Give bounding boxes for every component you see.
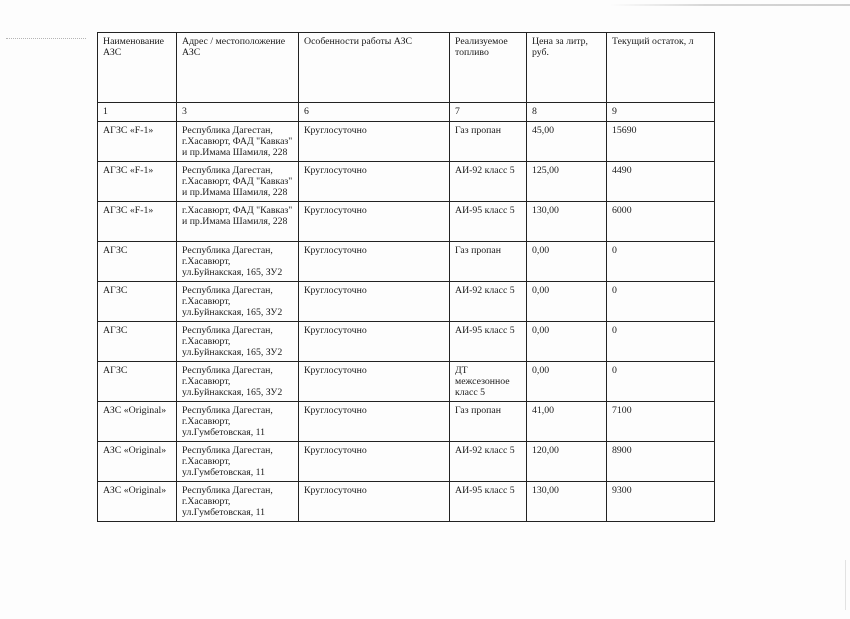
cell-stock: 6000 <box>607 202 715 242</box>
cell-station-name: АГЗС «F-1» <box>98 122 177 162</box>
table-row <box>98 282 715 322</box>
header-address: Адрес / местоположение АЗС <box>177 33 299 103</box>
column-number: 1 <box>98 103 177 122</box>
cell-station-name: АЗС «Original» <box>98 442 177 482</box>
cell-price: 120,00 <box>527 442 607 482</box>
cell-address: Республика Дагестан, г.Хасавюрт, ул.Гумбетовская, 11 <box>177 442 299 482</box>
cell-stock: 7100 <box>607 402 715 442</box>
cell-station-name: АГЗС «F-1» <box>98 162 177 202</box>
cell-station-name: АГЗС <box>98 322 177 362</box>
cell-station-name: АГЗС <box>98 242 177 282</box>
cell-price: 45,00 <box>527 122 607 162</box>
table-row <box>98 362 715 402</box>
gas-stations-table <box>97 32 715 522</box>
cell-stock: 0 <box>607 242 715 282</box>
cell-working-hours: Круглосуточно <box>299 242 450 282</box>
cell-address: Республика Дагестан, г.Хасавюрт, ул.Гумбетовская, 11 <box>177 482 299 522</box>
cell-price: 0,00 <box>527 322 607 362</box>
cell-fuel-type: ДТ межсезонное класс 5 <box>450 362 527 402</box>
column-number: 6 <box>299 103 450 122</box>
cell-price: 130,00 <box>527 202 607 242</box>
column-number: 9 <box>607 103 715 122</box>
table-row <box>98 242 715 282</box>
header-current-stock: Текущий остаток, л <box>607 33 715 103</box>
cell-address: Республика Дагестан, г.Хасавюрт, ул.Буйнакская, 165, ЗУ2 <box>177 242 299 282</box>
cell-address: Республика Дагестан, г.Хасавюрт, ул.Буйнакская, 165, ЗУ2 <box>177 282 299 322</box>
cell-working-hours: Круглосуточно <box>299 162 450 202</box>
cell-stock: 0 <box>607 322 715 362</box>
cell-price: 0,00 <box>527 242 607 282</box>
cell-fuel-type: Газ пропан <box>450 242 527 282</box>
table-row <box>98 122 715 162</box>
scan-artifact-edge <box>845 560 846 610</box>
cell-price: 41,00 <box>527 402 607 442</box>
cell-stock: 9300 <box>607 482 715 522</box>
scan-artifact-left <box>6 38 86 42</box>
cell-stock: 15690 <box>607 122 715 162</box>
cell-stock: 0 <box>607 282 715 322</box>
header-working-hours: Особенности работы АЗС <box>299 33 450 103</box>
cell-working-hours: Круглосуточно <box>299 202 450 242</box>
cell-station-name: АГЗС «F-1» <box>98 202 177 242</box>
cell-fuel-type: АИ-92 класс 5 <box>450 282 527 322</box>
cell-fuel-type: АИ-92 класс 5 <box>450 162 527 202</box>
table-header-row <box>98 33 715 103</box>
cell-address: Республика Дагестан, г.Хасавюрт, ФАД "Кавказ" и пр.Имама Шамиля, 228 <box>177 122 299 162</box>
cell-working-hours: Круглосуточно <box>299 442 450 482</box>
table-row <box>98 402 715 442</box>
header-price-per-liter: Цена за литр, руб. <box>527 33 607 103</box>
cell-fuel-type: Газ пропан <box>450 122 527 162</box>
cell-working-hours: Круглосуточно <box>299 282 450 322</box>
cell-working-hours: Круглосуточно <box>299 482 450 522</box>
header-fuel-type: Реализуемое топливо <box>450 33 527 103</box>
cell-price: 0,00 <box>527 282 607 322</box>
cell-working-hours: Круглосуточно <box>299 322 450 362</box>
column-number: 7 <box>450 103 527 122</box>
cell-price: 130,00 <box>527 482 607 522</box>
cell-fuel-type: АИ-95 класс 5 <box>450 482 527 522</box>
cell-station-name: АЗС «Original» <box>98 402 177 442</box>
table-row <box>98 482 715 522</box>
cell-station-name: АГЗС <box>98 362 177 402</box>
table-row <box>98 202 715 242</box>
table-row <box>98 322 715 362</box>
column-number: 3 <box>177 103 299 122</box>
cell-price: 125,00 <box>527 162 607 202</box>
cell-stock: 0 <box>607 362 715 402</box>
column-number: 8 <box>527 103 607 122</box>
cell-address: Республика Дагестан, г.Хасавюрт, ФАД "Кавказ" и пр.Имама Шамиля, 228 <box>177 162 299 202</box>
cell-stock: 4490 <box>607 162 715 202</box>
cell-working-hours: Круглосуточно <box>299 402 450 442</box>
table-row <box>98 442 715 482</box>
cell-fuel-type: АИ-95 класс 5 <box>450 202 527 242</box>
cell-working-hours: Круглосуточно <box>299 122 450 162</box>
scan-artifact-top <box>610 4 850 6</box>
cell-fuel-type: Газ пропан <box>450 402 527 442</box>
cell-address: Республика Дагестан, г.Хасавюрт, ул.Буйнакская, 165, ЗУ2 <box>177 362 299 402</box>
cell-stock: 8900 <box>607 442 715 482</box>
cell-fuel-type: АИ-92 класс 5 <box>450 442 527 482</box>
cell-fuel-type: АИ-95 класс 5 <box>450 322 527 362</box>
cell-station-name: АЗС «Original» <box>98 482 177 522</box>
header-station-name: Наименование АЗС <box>98 33 177 103</box>
cell-price: 0,00 <box>527 362 607 402</box>
table-row <box>98 162 715 202</box>
cell-station-name: АГЗС <box>98 282 177 322</box>
column-numbers-row <box>98 103 715 122</box>
cell-working-hours: Круглосуточно <box>299 362 450 402</box>
cell-address: Республика Дагестан, г.Хасавюрт, ул.Гумбетовская, 11 <box>177 402 299 442</box>
cell-address: г.Хасавюрт, ФАД "Кавказ" и пр.Имама Шамиля, 228 <box>177 202 299 242</box>
cell-address: Республика Дагестан, г.Хасавюрт, ул.Буйнакская, 165, ЗУ2 <box>177 322 299 362</box>
